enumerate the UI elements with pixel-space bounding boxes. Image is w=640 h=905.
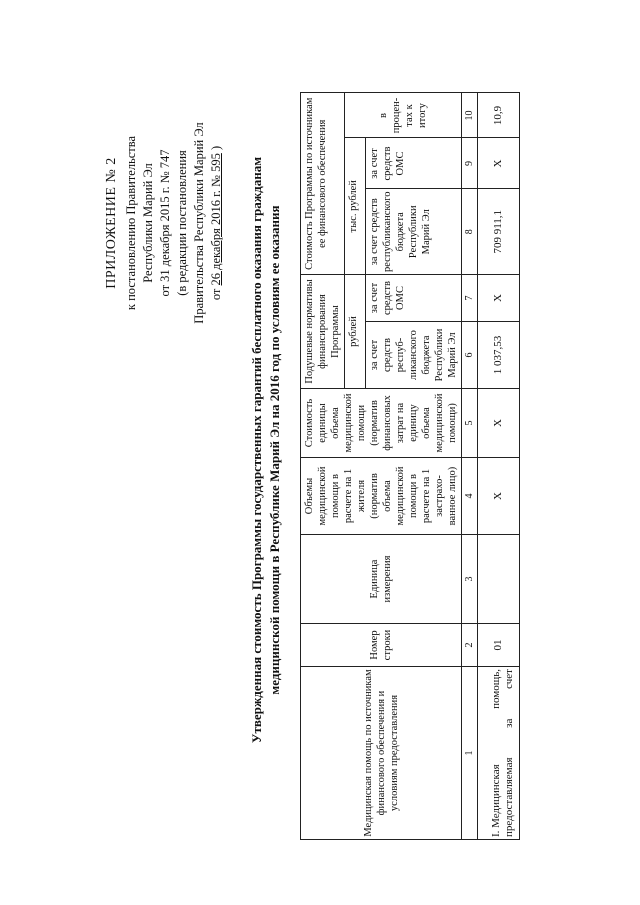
rotated-sheet [38, 20, 613, 880]
column-number: 9 [462, 138, 478, 189]
column-numbers-row [462, 93, 478, 840]
row-number: 01 [478, 624, 520, 667]
header-col-3: Единица измерения [301, 535, 462, 624]
header-group-cost: Стоимость Программы по источникам ее финансового обеспечения [301, 93, 345, 275]
appendix-line-6 [208, 58, 225, 388]
row-unit [478, 535, 520, 624]
column-number: 4 [462, 458, 478, 535]
header-group-normatives: Подушевые нормативы финансирования Программы [301, 275, 345, 389]
header-col-8: за счет средств республиканского бюджета Республики Марий Эл [366, 189, 462, 275]
header-col-6: за счет средств респуб-ликанского бюджета Республики Марий Эл [366, 322, 462, 389]
column-number: 8 [462, 189, 478, 275]
row-unit-cost: X [478, 389, 520, 458]
row-cost-oms: X [478, 138, 520, 189]
row-description-word: предоставляемая [503, 757, 515, 837]
column-number: 10 [462, 93, 478, 138]
column-number: 1 [462, 667, 478, 840]
row-description-word: помощь, [490, 669, 502, 709]
row-description-word: за [503, 718, 515, 728]
header-col-5: Стоимость единицы объема медицинской помощи (норматив финансовых затрат на единицу объема медицинской помощи) [301, 389, 462, 458]
appendix-line-6-date: 26 декабря 2016 г. № 595 [209, 153, 223, 286]
header-col-4: Объемы медицинской помощи в расчете на 1 жителя (норматив объема медицинской помощи в расчете на 1 застрахо-ванное лицо) [301, 458, 462, 535]
document-title-line-2: медицинской помощи в Республике Марий Эл на 2016 год по условиям ее оказания [267, 205, 282, 695]
appendix-line-4: (в редакции постановления [175, 150, 189, 296]
appendix-line-6-suffix: ) [209, 145, 223, 151]
row-description-line-1 [490, 669, 503, 837]
appendix-line-1: к постановлению Правительства [124, 135, 138, 311]
header-col-10: в процен-тах к итогу [345, 93, 462, 138]
column-number: 2 [462, 624, 478, 667]
row-norm-budget: 1 037,53 [478, 322, 520, 389]
header-col-9: за счет средств ОМС [366, 138, 462, 189]
header-normatives-unit: рублей [345, 275, 366, 389]
row-description-line-2 [503, 669, 516, 837]
appendix-title: ПРИЛОЖЕНИЕ № 2 [104, 157, 119, 289]
column-number: 7 [462, 275, 478, 322]
row-description [478, 667, 520, 840]
column-number: 3 [462, 535, 478, 624]
row-percent: 10,9 [478, 93, 520, 138]
appendix-line-5: Правительства Республики Марий Эл [192, 122, 206, 324]
row-description-word: I. Медицинская [490, 764, 502, 837]
header-col-7: за счет средств ОМС [366, 275, 462, 322]
column-number: 5 [462, 389, 478, 458]
cost-table [300, 93, 520, 841]
column-number: 6 [462, 322, 478, 389]
document-title [248, 60, 284, 840]
header-col-1: Медицинская помощь по источникам финансового обеспечения и условиям предоставления [301, 667, 462, 840]
row-description-word: счет [503, 669, 515, 689]
row-norm-oms: X [478, 275, 520, 322]
appendix-block [102, 58, 225, 388]
appendix-line-2: Республики Марий Эл [141, 163, 155, 283]
table-row [478, 93, 520, 840]
header-col-2: Номер строки [301, 624, 462, 667]
header-row-1 [301, 93, 345, 840]
appendix-line-6-prefix: от [209, 288, 223, 301]
appendix-line-3: от 31 декабря 2015 г. № 747 [158, 149, 172, 297]
document-title-line-1: Утвержденная стоимость Программы государственных гарантий бесплатного оказания гражданам [249, 156, 264, 744]
header-cost-unit: тыс. рублей [345, 138, 366, 275]
row-volume: X [478, 458, 520, 535]
row-cost-budget: 709 911,1 [478, 189, 520, 275]
